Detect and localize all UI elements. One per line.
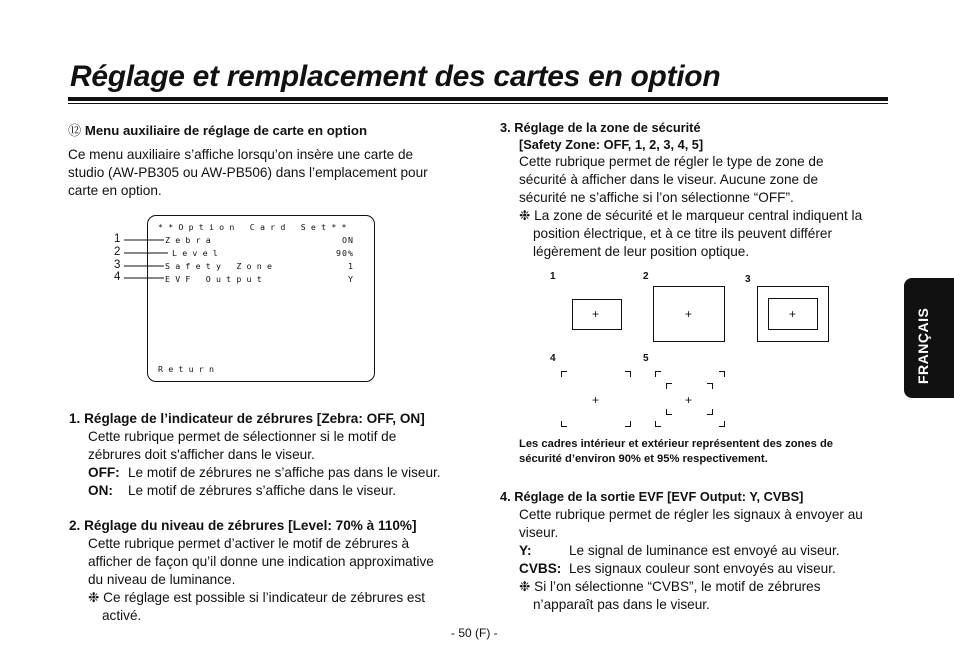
item4-body	[519, 506, 863, 614]
item3-heading-line: 3. Réglage de la zone de sécurité	[500, 120, 701, 135]
menu-item-safety-zone: Safety Zone	[165, 261, 278, 271]
zone4-corner-br	[625, 421, 631, 427]
zone5-center-marker: +	[685, 393, 693, 407]
item1-off-row	[88, 464, 441, 482]
item3-note: légèrement de leur position optique.	[533, 244, 750, 259]
item3-line: sécurité à afficher dans le viseur. Aucune zone de	[519, 172, 819, 187]
intro-line: carte en option.	[68, 183, 162, 198]
zone4-corner-tl	[561, 371, 567, 377]
intro-line: Ce menu auxiliaire s’affiche lorsqu’on insère une carte de	[68, 147, 414, 162]
menu-footer-return: Return	[158, 364, 220, 374]
item1-on-row	[88, 482, 441, 500]
menu-header: **Option Card Set**	[158, 222, 352, 232]
menu-value-level: 90%	[336, 248, 354, 258]
callout-4: 4	[114, 271, 121, 283]
on-text: Le motif de zébrures s’affiche dans le viseur.	[128, 483, 396, 498]
title-rule-thick	[68, 97, 888, 101]
language-side-tab	[904, 278, 954, 398]
zone5-inner-corner-tl	[666, 383, 672, 389]
language-tab-label: FRANÇAIS	[915, 307, 931, 384]
item4-note: ❉ Si l’on sélectionne “CVBS”, le motif de zébrures	[519, 579, 821, 594]
off-text: Le motif de zébrures ne s’affiche pas dans le viseur.	[128, 465, 441, 480]
item4-note: n’apparaît pas dans le viseur.	[533, 597, 710, 612]
item4-y-row	[519, 542, 863, 560]
page-title: Réglage et remplacement des cartes en option	[70, 60, 721, 93]
zone4-center-marker: +	[592, 393, 600, 407]
off-key: OFF:	[88, 465, 120, 480]
menu-item-evf-output: EVF Output	[165, 274, 267, 284]
cvbs-text: Les signaux couleur sont envoyés au viseur.	[569, 561, 836, 576]
zone5-inner-corner-br	[707, 409, 713, 415]
menu-item-zebra: Zebra	[165, 235, 216, 245]
item4-line: viseur.	[519, 525, 559, 540]
zone2-center-marker: +	[685, 307, 693, 321]
zone1-center-marker: +	[592, 307, 600, 321]
menu-value-safety-zone: 1	[348, 261, 354, 271]
item1-line: Cette rubrique permet de sélectionner si le motif de	[88, 429, 397, 444]
zone-label-4: 4	[550, 353, 556, 364]
on-key: ON:	[88, 483, 113, 498]
title-rule-thin	[68, 103, 888, 104]
zone5-outer-corner-bl	[655, 421, 661, 427]
caption-line: sécurité d’environ 90% et 95% respectivement.	[519, 453, 768, 465]
zone4-corner-tr	[625, 371, 631, 377]
section-number-icon: ⑫	[68, 123, 82, 138]
menu-value-evf-output: Y	[348, 274, 354, 284]
item1-heading: 1. Réglage de l’indicateur de zébrures [Zebra: OFF, ON]	[69, 411, 425, 426]
callout-2: 2	[114, 246, 121, 258]
zone3-center-marker: +	[789, 307, 797, 321]
callout-leader-lines	[120, 234, 170, 284]
zone-label-2: 2	[643, 271, 649, 282]
y-text: Le signal de luminance est envoyé au viseur.	[569, 543, 840, 558]
menu-value-zebra: ON	[342, 235, 354, 245]
zone5-outer-corner-br	[719, 421, 725, 427]
item2-line: afficher de façon qu’il donne une indication approximative	[88, 554, 434, 569]
callout-3: 3	[114, 259, 121, 271]
zone-label-3: 3	[745, 274, 751, 285]
zone5-outer-corner-tl	[655, 371, 661, 377]
zone4-corner-bl	[561, 421, 567, 427]
item3-heading-line: [Safety Zone: OFF, 1, 2, 3, 4, 5]	[519, 137, 704, 152]
zone-caption	[519, 437, 833, 467]
item2-line: Cette rubrique permet d’activer le motif de zébrures à	[88, 536, 410, 551]
caption-line: Les cadres intérieur et extérieur représentent des zones de	[519, 438, 833, 450]
section-heading-text: Menu auxiliaire de réglage de carte en option	[84, 123, 367, 138]
menu-item-level: Level	[172, 248, 223, 258]
item1-body	[88, 428, 441, 500]
zone-label-5: 5	[643, 353, 649, 364]
item4-line: Cette rubrique permet de régler les signaux à envoyer au	[519, 507, 863, 522]
item3-body	[519, 153, 862, 261]
item2-note: activé.	[102, 608, 142, 623]
item3-line: sécurité ne s’affiche si l’on sélectionne “OFF”.	[519, 190, 794, 205]
item3-note: position électrique, et à ce titre ils peuvent différer	[533, 226, 832, 241]
item4-cvbs-row	[519, 560, 863, 578]
page-number: - 50 (F) -	[451, 626, 498, 640]
zone-label-1: 1	[550, 271, 556, 282]
zone5-inner-corner-bl	[666, 409, 672, 415]
y-key: Y:	[519, 543, 532, 558]
cvbs-key: CVBS:	[519, 561, 562, 576]
intro-paragraph	[68, 146, 428, 200]
callout-1: 1	[114, 233, 121, 245]
item3-line: Cette rubrique permet de régler le type de zone de	[519, 154, 824, 169]
item2-heading: 2. Réglage du niveau de zébrures [Level: 70% à 110%]	[69, 518, 417, 533]
section-heading	[68, 120, 367, 139]
intro-line: studio (AW-PB305 ou AW-PB506) dans l’emplacement pour	[68, 165, 428, 180]
item3-heading	[500, 119, 703, 153]
zone5-outer-corner-tr	[719, 371, 725, 377]
item3-note: ❉ La zone de sécurité et le marqueur central indiquent la	[519, 208, 863, 223]
item1-line: zébrures doit s'afficher dans le viseur.	[88, 447, 315, 462]
item2-line: du niveau de luminance.	[88, 572, 236, 587]
item4-heading: 4. Réglage de la sortie EVF [EVF Output: Y, CVBS]	[500, 489, 804, 504]
item2-body	[88, 535, 434, 625]
item2-note: ❉ Ce réglage est possible si l’indicateur de zébrures est	[88, 590, 426, 605]
zone5-inner-corner-tr	[707, 383, 713, 389]
